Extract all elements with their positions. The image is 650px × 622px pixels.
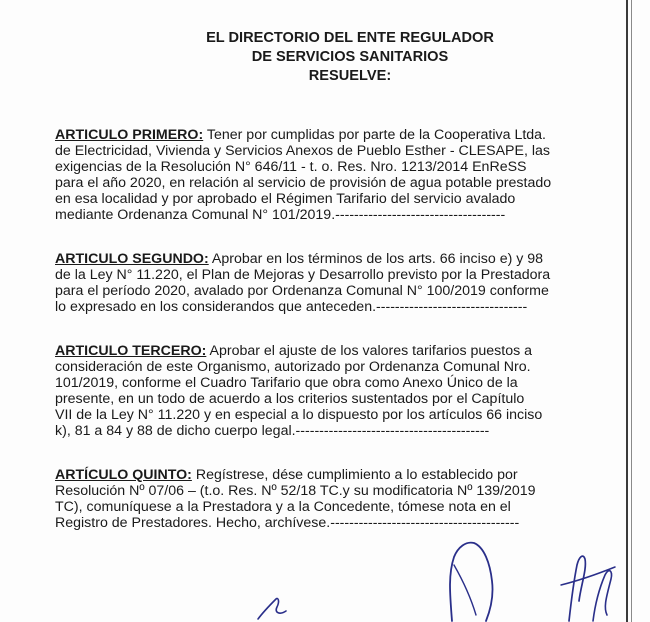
article-text-line: para el período 2020, avalado por Ordenanza Comunal N° 100/2019 conforme <box>55 283 549 299</box>
article-text-line: consideración de este Organismo, autorizado por Ordenanza Comunal Nro. <box>55 359 531 375</box>
article-text-line: 101/2019, conforme el Cuadro Tarifario que obra como Anexo Único de la <box>55 375 518 391</box>
article-text-line: TC), comuníquese a la Prestadora y a la Concedente, tómese nota en el <box>55 499 511 515</box>
resolution-heading <box>100 29 600 86</box>
signature-center <box>440 535 515 622</box>
article-text-line: VII de la Ley N° 11.220 y en especial a lo dispuesto por los artículos 66 inciso <box>55 407 543 423</box>
article-primero-label: ARTICULO PRIMERO: <box>55 127 204 143</box>
signature-left <box>250 585 310 622</box>
article-text-line: exigencias de la Resolución N° 646/11 - t. o. Res. Nro. 1213/2014 EnReSS <box>55 159 527 175</box>
article-text-line: Registro de Prestadores. Hecho, archívese.---------------------------------------- <box>55 515 520 531</box>
article-text-line: de la Ley N° 11.220, el Plan de Mejoras y Desarrollo previsto por la Prestadora <box>55 267 551 283</box>
article-text-line: k), 81 a 84 y 88 de dicho cuerpo legal.----------------------------------------- <box>55 423 490 439</box>
article-text-line: Regístrese, dése cumplimiento a lo establecido por <box>191 467 518 483</box>
page-edge-rule-secondary <box>631 0 632 622</box>
article-text-line: Aprobar en los términos de los arts. 66 inciso e) y 98 <box>208 251 544 267</box>
article-tercero-label: ARTICULO TERCERO: <box>55 343 207 359</box>
article-primero <box>55 127 607 223</box>
article-quinto-label: ARTÍCULO QUINTO: <box>55 467 192 483</box>
heading-line-1: EL DIRECTORIO DEL ENTE REGULADOR <box>206 30 494 46</box>
article-text-line: Aprobar el ajuste de los valores tarifarios puestos a <box>206 343 533 359</box>
article-text-line: Resolución Nº 07/06 – (t.o. Res. Nº 52/18 TC.y su modificatoria Nº 139/2019 <box>55 483 536 499</box>
article-text-line: lo expresado en los considerandos que anteceden.-------------------------------- <box>55 299 528 315</box>
article-text-line: presente, en un todo de acuerdo a los criterios sustentados por el Capítulo <box>55 391 525 407</box>
article-quinto <box>55 467 607 531</box>
signature-right <box>555 545 625 622</box>
article-segundo <box>55 251 607 315</box>
article-text-line: en esa localidad y por aprobado el Régimen Tarifario del servicio avalado <box>55 191 516 207</box>
article-segundo-label: ARTICULO SEGUNDO: <box>55 251 209 267</box>
article-text-line: mediante Ordenanza Comunal N° 101/2019.------------------------------------ <box>55 207 506 223</box>
article-text-line: de Electricidad, Vivienda y Servicios Anexos de Pueblo Esther - CLESAPE, las <box>55 143 550 159</box>
article-text-line: para el año 2020, en relación al servicio de provisión de agua potable prestado <box>55 175 552 191</box>
page-edge-rule <box>626 0 628 622</box>
heading-line-2: DE SERVICIOS SANITARIOS <box>251 49 449 65</box>
heading-line-3: RESUELVE: <box>308 68 392 84</box>
article-text-line: Tener por cumplidas por parte de la Cooperativa Ltda. <box>203 127 546 143</box>
article-tercero <box>55 343 607 439</box>
